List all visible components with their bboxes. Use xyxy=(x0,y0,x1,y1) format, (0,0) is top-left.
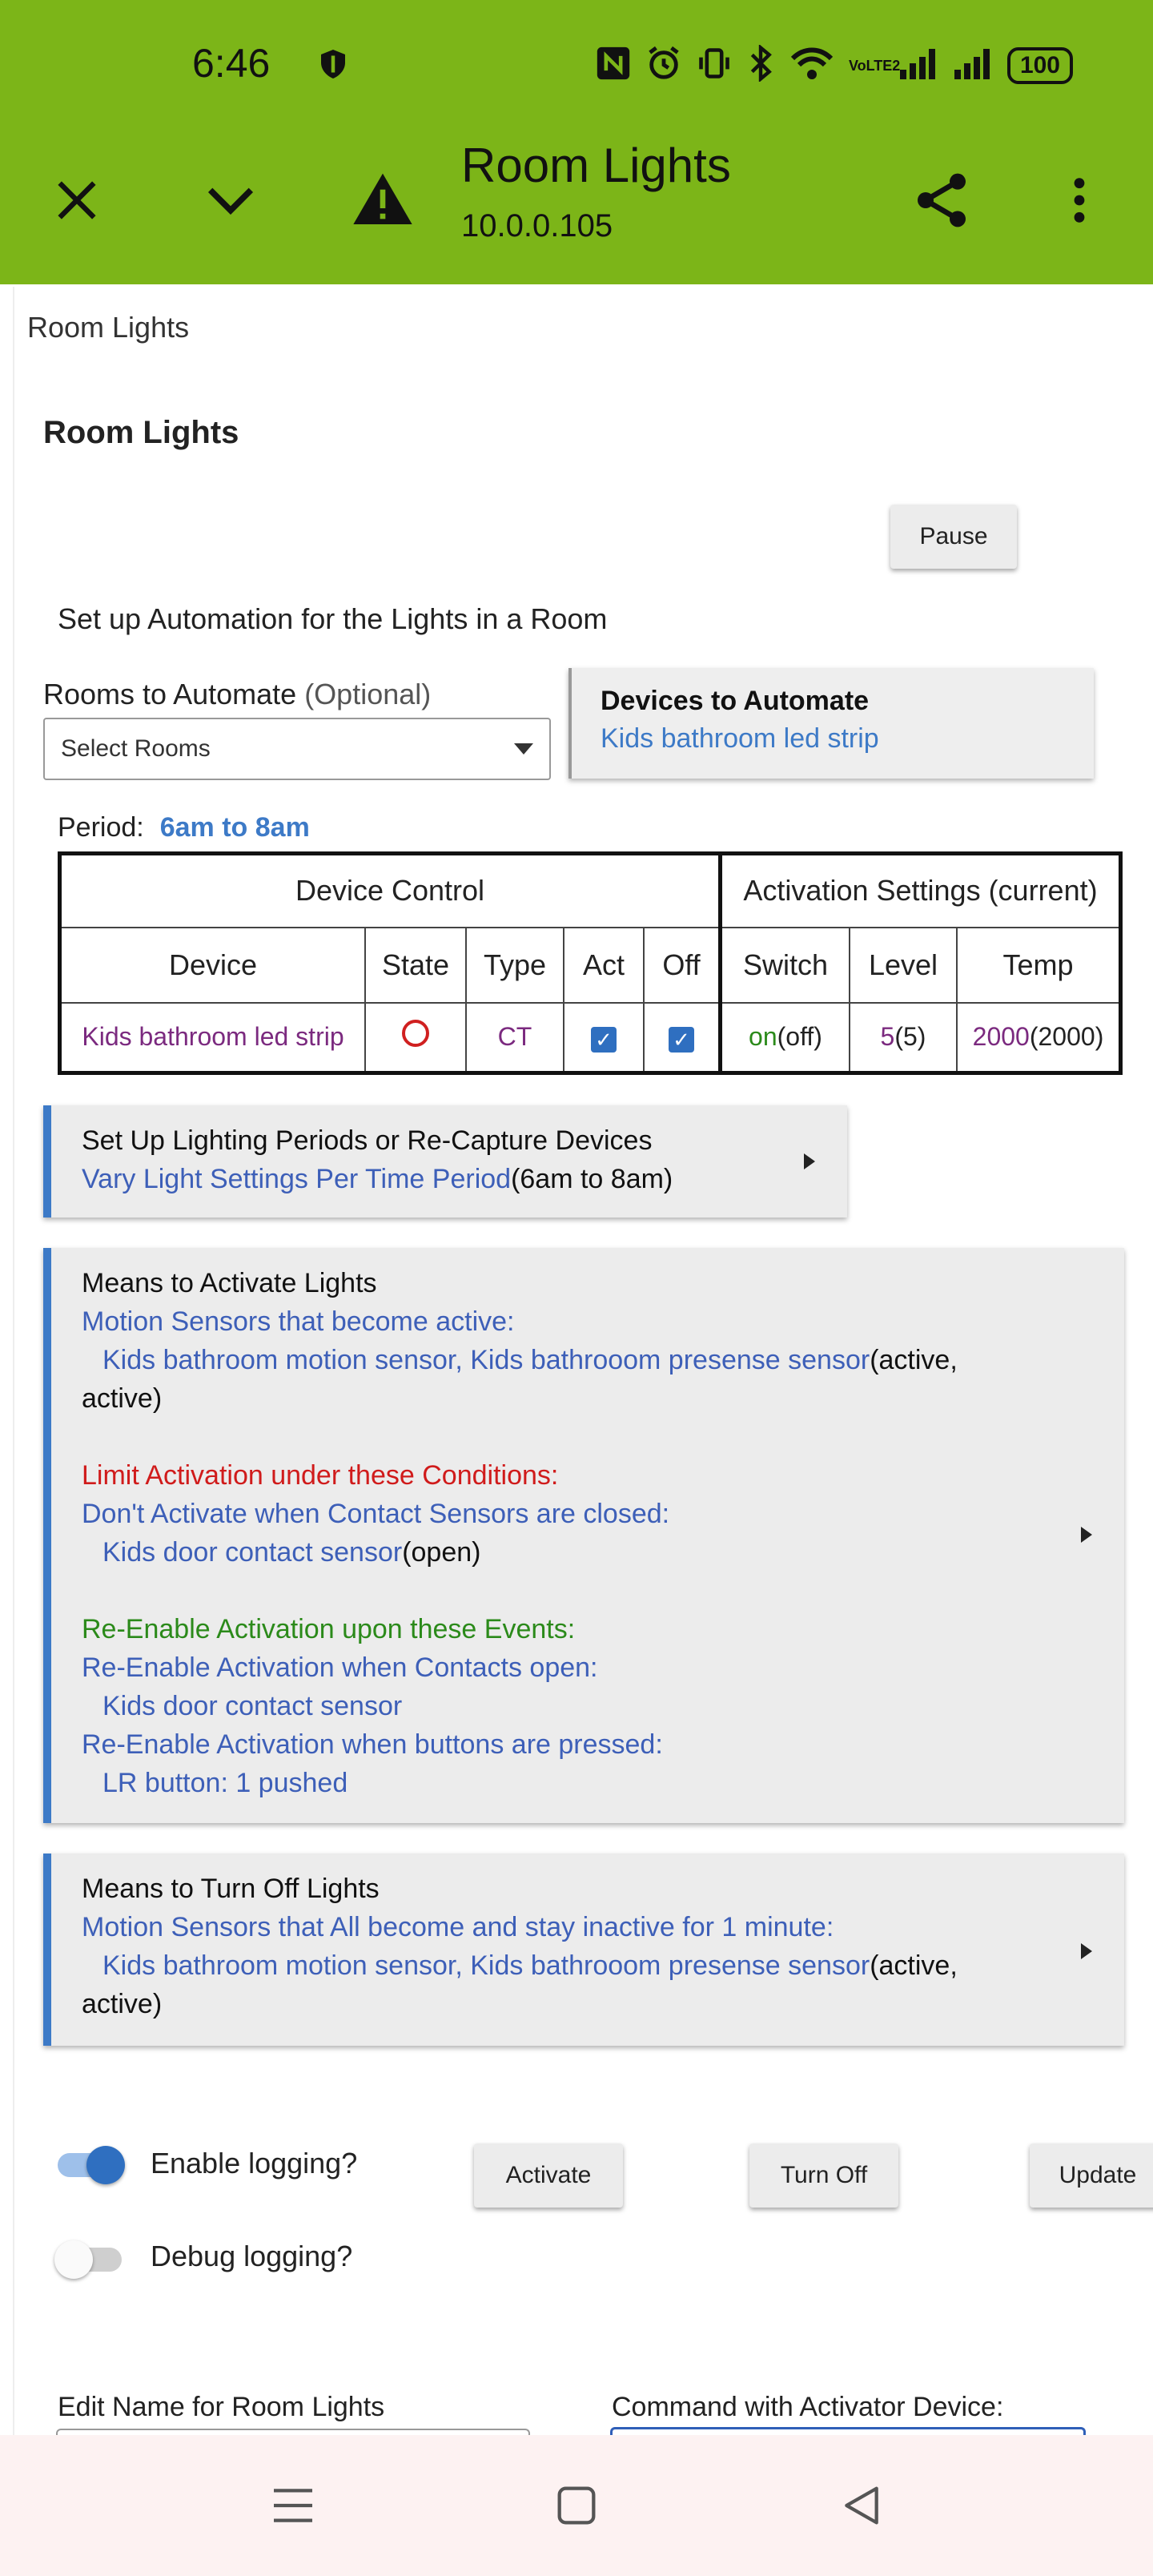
reenable-label: Re-Enable Activation upon these Events: xyxy=(82,1614,576,1644)
devices-value[interactable]: Kids bathroom led strip xyxy=(601,723,879,754)
status-time: 6:46 xyxy=(192,41,271,86)
expand-arrow-icon[interactable] xyxy=(1081,1943,1092,1959)
col-temp: Temp xyxy=(957,928,1121,1003)
row-level[interactable]: 5(5) xyxy=(850,1003,957,1073)
update-button[interactable]: Update xyxy=(1030,2143,1153,2208)
system-nav-bar xyxy=(0,2435,1153,2576)
app-title: Room Lights xyxy=(461,139,731,192)
warning-icon[interactable] xyxy=(343,160,423,240)
reenable-button-device: LR button: 1 pushed xyxy=(102,1768,348,1798)
checkbox-checked-icon[interactable]: ✓ xyxy=(669,1027,694,1053)
col-device: Device xyxy=(60,928,366,1003)
devices-card[interactable] xyxy=(568,668,1094,779)
period-label: Period: xyxy=(58,812,144,843)
off-motion-label: Motion Sensors that All become and stay inactive for 1 minute: xyxy=(82,1912,834,1942)
off-title: Means to Turn Off Lights xyxy=(82,1874,380,1904)
motion-label: Motion Sensors that become active: xyxy=(82,1306,515,1337)
chevron-down-icon xyxy=(514,743,533,755)
periods-link-line: Vary Light Settings Per Time Period(6am to 8am) xyxy=(82,1164,673,1194)
off-motion-state: active) xyxy=(82,1989,163,2019)
col-act: Act xyxy=(564,928,644,1003)
wifi-icon xyxy=(789,46,834,85)
row-act[interactable] xyxy=(564,1003,644,1073)
col-state: State xyxy=(365,928,466,1003)
off-motion-devices: Kids bathroom motion sensor, Kids bathrooom presense sensor xyxy=(102,1950,870,1981)
more-vert-icon[interactable] xyxy=(1039,160,1119,240)
col-type: Type xyxy=(466,928,564,1003)
activate-lights-panel[interactable]: Means to Activate Lights Motion Sensors that become active: Kids bathroom motion sensor, Kids bathrooom presense sensor(active, active) Limit Activation under these Conditions: Don't Activate when Contact Sensors are closed: Kids door contact sensor(open) Re-Enable Activation upon these Events: Re-Enable Activation when Contacts open: Kids door contact sensor Re-Enable Activation when buttons are pressed: LR button: 1 pushed xyxy=(43,1248,1124,1823)
row-off[interactable] xyxy=(644,1003,721,1073)
command-label: Command with Activator Device: xyxy=(612,2392,1004,2422)
col-level: Level xyxy=(850,928,957,1003)
device-table xyxy=(58,851,1123,1075)
toggle-knob xyxy=(86,2146,125,2184)
row-state[interactable] xyxy=(365,1003,466,1073)
limit-label: Limit Activation under these Conditions: xyxy=(82,1460,559,1491)
table-row xyxy=(60,1003,1121,1073)
back-icon[interactable] xyxy=(836,2480,887,2531)
row-type[interactable]: CT xyxy=(466,1003,564,1073)
row-device[interactable]: Kids bathroom led strip xyxy=(60,1003,366,1073)
app-bar xyxy=(0,128,1153,284)
app-subtitle: 10.0.0.105 xyxy=(461,208,613,244)
activate-title: Means to Activate Lights xyxy=(82,1268,377,1298)
rooms-label: Rooms to Automate (Optional) xyxy=(43,678,432,710)
checkbox-checked-icon[interactable]: ✓ xyxy=(591,1027,617,1053)
turn-off-lights-panel[interactable]: Means to Turn Off Lights Motion Sensors that All become and stay inactive for 1 minute: Kids bathroom motion sensor, Kids bathrooom presense sensor(active, active) xyxy=(43,1854,1124,2046)
setup-text: Set up Automation for the Lights in a Room xyxy=(58,602,608,635)
status-bar xyxy=(0,0,1153,128)
debug-logging-label: Debug logging? xyxy=(151,2240,353,2272)
motion-state: active) xyxy=(82,1383,163,1414)
contact-device: Kids door contact sensor xyxy=(102,1537,403,1568)
turn-off-button[interactable]: Turn Off xyxy=(749,2143,898,2208)
shield-icon xyxy=(319,48,348,84)
share-icon[interactable] xyxy=(902,160,982,240)
menu-icon[interactable] xyxy=(267,2480,319,2531)
row-temp[interactable]: 2000(2000) xyxy=(957,1003,1121,1073)
lighting-periods-panel[interactable] xyxy=(43,1105,847,1218)
enable-logging-toggle[interactable] xyxy=(58,2153,122,2177)
period-value: 6am to 8am xyxy=(159,812,310,843)
col-switch: Switch xyxy=(721,928,850,1003)
toggle-knob xyxy=(54,2240,93,2279)
battery-icon: 100 xyxy=(1007,47,1073,84)
vibrate-icon xyxy=(697,46,732,85)
nfc-icon xyxy=(596,46,631,85)
state-off-icon xyxy=(402,1020,429,1047)
periods-title: Set Up Lighting Periods or Re-Capture Devices xyxy=(82,1125,653,1156)
edit-name-label: Edit Name for Room Lights xyxy=(58,2392,385,2422)
col-off: Off xyxy=(644,928,721,1003)
signal-icon xyxy=(953,47,993,83)
chevron-down-icon[interactable] xyxy=(191,160,271,240)
pause-button[interactable]: Pause xyxy=(890,505,1017,569)
alarm-icon xyxy=(645,45,682,86)
expand-arrow-icon[interactable] xyxy=(804,1153,815,1169)
activation-settings-header: Activation Settings (current) xyxy=(721,854,1121,928)
rooms-select[interactable] xyxy=(43,718,551,780)
activate-button[interactable]: Activate xyxy=(474,2143,623,2208)
devices-label: Devices to Automate xyxy=(601,686,870,716)
volte-icon: VoLTE2 xyxy=(848,57,901,74)
device-control-header: Device Control xyxy=(60,854,721,928)
reenable-contacts-label: Re-Enable Activation when Contacts open: xyxy=(82,1652,598,1683)
period xyxy=(58,812,310,843)
bluetooth-icon xyxy=(746,45,775,86)
home-icon[interactable] xyxy=(551,2480,602,2531)
page-title: Room Lights xyxy=(43,415,239,450)
close-icon[interactable] xyxy=(37,160,117,240)
rooms-select-value: Select Rooms xyxy=(61,735,211,762)
row-switch[interactable]: on(off) xyxy=(721,1003,850,1073)
motion-devices: Kids bathroom motion sensor, Kids bathrooom presense sensor xyxy=(102,1345,870,1375)
reenable-buttons-label: Re-Enable Activation when buttons are pressed: xyxy=(82,1729,663,1760)
web-content xyxy=(13,287,1153,2435)
periods-link[interactable]: Vary Light Settings Per Time Period xyxy=(82,1164,512,1194)
reenable-contact-device: Kids door contact sensor xyxy=(102,1691,403,1721)
expand-arrow-icon[interactable] xyxy=(1081,1527,1092,1543)
signal-icon xyxy=(898,47,938,83)
debug-logging-toggle[interactable] xyxy=(58,2248,122,2272)
enable-logging-label: Enable logging? xyxy=(151,2147,358,2180)
breadcrumb: Room Lights xyxy=(27,311,190,344)
contact-label: Don't Activate when Contact Sensors are closed: xyxy=(82,1499,670,1529)
